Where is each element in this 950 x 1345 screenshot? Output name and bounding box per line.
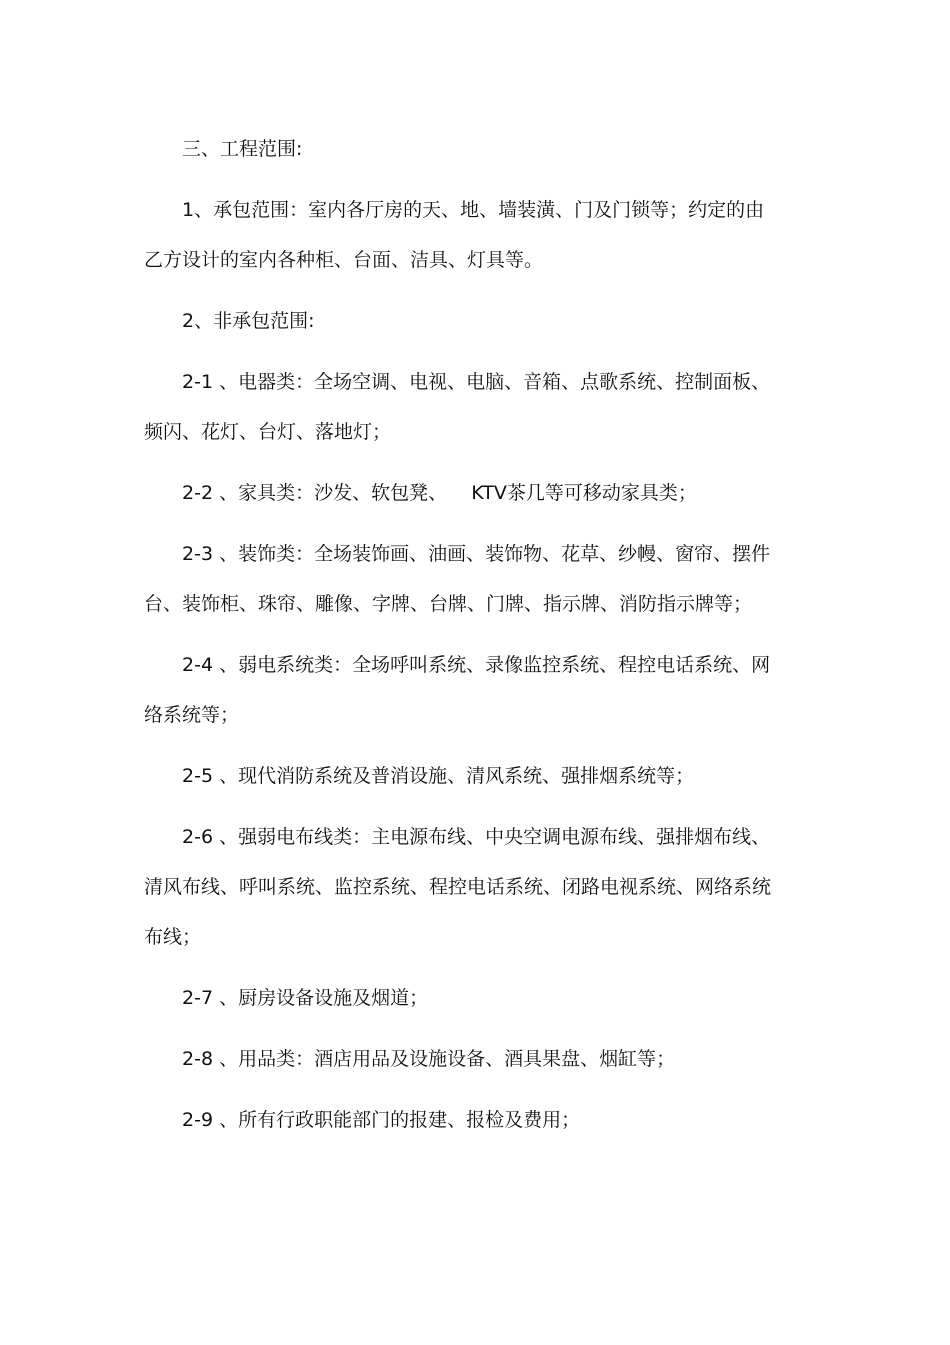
paragraph-2-4-low-voltage: 2-4 、弱电系统类：全场呼叫系统、录像监控系统、程控电话系统、网络系统等； xyxy=(144,654,771,726)
section-title: 三、工程范围: xyxy=(182,138,303,160)
paragraph-2-9-approvals: 2-9 、所有行政职能部门的报建、报检及费用； xyxy=(182,1109,581,1131)
paragraph-2-2-furniture: 2-2 、家具类：沙发、软包凳、 KTV茶几等可移动家具类； xyxy=(182,482,697,504)
paragraph-2-3-decoration: 2-3 、装饰类：全场装饰画、油画、装饰物、花草、纱幔、窗帘、摆件台、装饰柜、珠帘、雕像、字牌、台牌、门牌、指示牌、消防指示牌等； xyxy=(144,543,771,615)
paragraph-2-8-supplies: 2-8 、用品类：酒店用品及设施设备、酒具果盘、烟缸等； xyxy=(182,1048,676,1070)
paragraph-2-7-kitchen: 2-7 、厨房设备设施及烟道； xyxy=(182,987,429,1009)
paragraph-2-5-fire-protection: 2-5 、现代消防系统及普消设施、清风系统、强排烟系统等； xyxy=(182,765,695,787)
paragraph-2-1-appliances: 2-1 、电器类：全场空调、电视、电脑、音箱、点歌系统、控制面板、频闪、花灯、台灯、落地灯； xyxy=(144,371,771,443)
paragraph-2-6-wiring: 2-6 、强弱电布线类：主电源布线、中央空调电源布线、强排烟布线、清风布线、呼叫系统、监控系统、程控电话系统、闭路电视系统、网络系统布线； xyxy=(144,826,772,948)
document-body xyxy=(144,124,774,1156)
paragraph-non-contract-scope: 2、非承包范围: xyxy=(182,310,315,332)
paragraph-contract-scope: 1、承包范围：室内各厅房的天、地、墙装潢、门及门锁等；约定的由乙方设计的室内各种柜、台面、洁具、灯具等。 xyxy=(144,199,765,271)
